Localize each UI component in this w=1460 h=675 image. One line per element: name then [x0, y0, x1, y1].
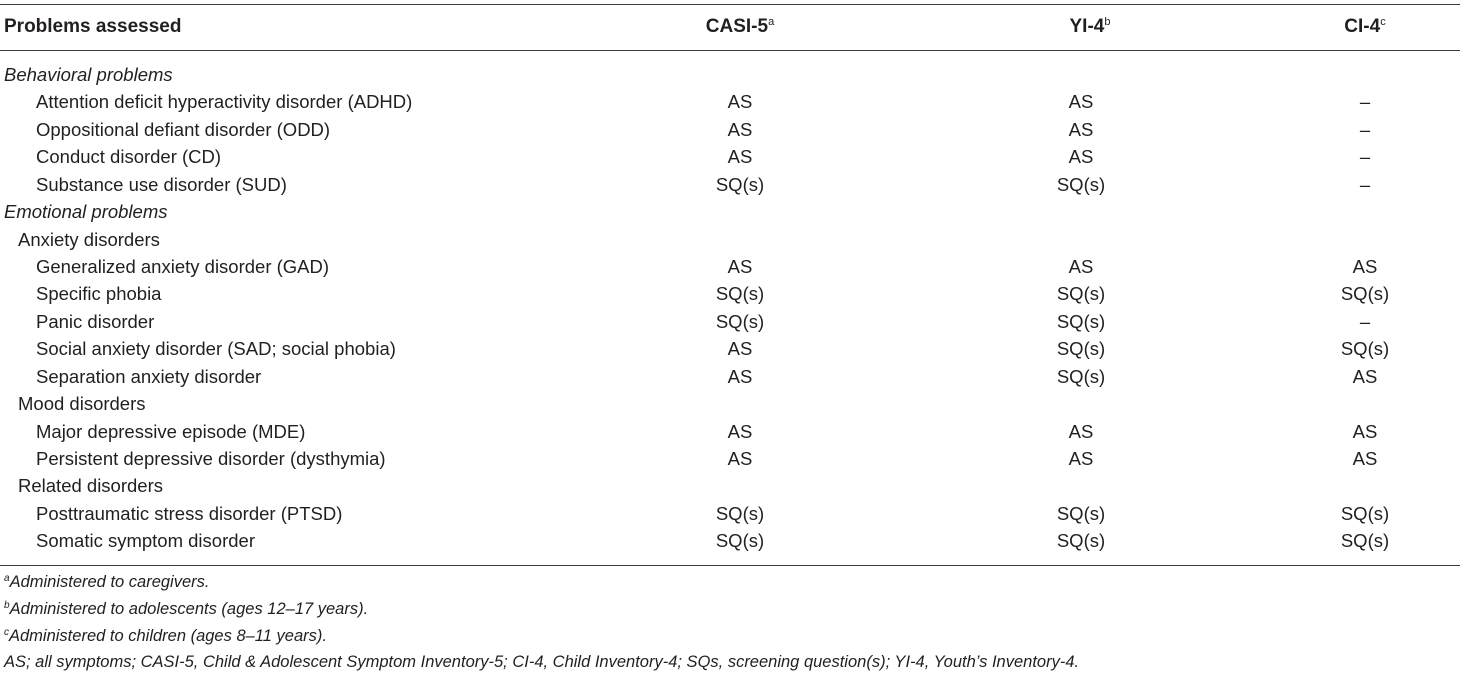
row-label: Social anxiety disorder (SAD; social phobia) [36, 338, 396, 360]
yi4-cell: SQ(s) [1056, 502, 1106, 524]
table-row [0, 61, 1460, 88]
row-label: Panic disorder [36, 310, 155, 332]
header-ci4-note-mark: c [1380, 16, 1386, 28]
ci4-cell: AS [1352, 365, 1378, 387]
header-yi4-label: YI-4 [1069, 16, 1105, 37]
table-row [0, 335, 1460, 362]
row-label: Anxiety disorders [18, 228, 160, 250]
ci4-cell: AS [1352, 420, 1378, 442]
yi4-cell: SQ(s) [1056, 365, 1106, 387]
header-ci4-label: CI-4 [1344, 16, 1381, 37]
ci4-cell: AS [1352, 448, 1378, 470]
row-label: Substance use disorder (SUD) [36, 173, 287, 195]
row-label: Attention deficit hyperactivity disorder (ADHD) [36, 91, 413, 113]
casi5-cell: AS [727, 146, 753, 168]
table-row [0, 472, 1460, 499]
table-row [0, 171, 1460, 198]
yi4-cell: AS [1068, 420, 1094, 442]
row-label: Behavioral problems [4, 64, 173, 85]
row-label: Oppositional defiant disorder (ODD) [36, 118, 331, 140]
footnote-c-mark: c [4, 627, 9, 638]
casi5-cell: AS [727, 91, 753, 113]
ci4-cell: SQ(s) [1340, 530, 1390, 552]
yi4-cell: SQ(s) [1056, 310, 1106, 332]
row-label: Specific phobia [36, 283, 162, 305]
ci4-cell: – [1359, 91, 1371, 113]
footnote-a [4, 569, 209, 595]
yi4-cell: SQ(s) [1056, 530, 1106, 552]
yi4-cell: SQ(s) [1056, 173, 1106, 195]
footnote-b [4, 596, 368, 622]
ci4-cell: – [1359, 146, 1371, 168]
table-row [0, 363, 1460, 390]
yi4-cell: AS [1068, 448, 1094, 470]
yi4-cell: AS [1068, 146, 1094, 168]
table-row [0, 143, 1460, 170]
row-label: Posttraumatic stress disorder (PTSD) [36, 502, 343, 524]
table-row [0, 88, 1460, 115]
footnote-c [4, 623, 327, 649]
casi5-cell: SQ(s) [715, 310, 765, 332]
row-label: Major depressive episode (MDE) [36, 420, 306, 442]
table-bottom-rule [0, 565, 1460, 566]
footnote-abbreviations: AS; all symptoms; CASI-5, Child & Adolescent Symptom Inventory-5; CI-4, Child Inventory-4; SQs, screening question(s); YI-4, Youth’s Inventory-4. [4, 653, 1080, 671]
table-row [0, 500, 1460, 527]
ci4-cell: AS [1352, 256, 1378, 277]
ci4-cell: SQ(s) [1340, 283, 1390, 305]
footnote-b-mark: b [4, 600, 10, 611]
footnote-a-text: Administered to caregivers. [9, 573, 210, 591]
row-label: Conduct disorder (CD) [36, 146, 222, 168]
footnote-c-text: Administered to children (ages 8–11 years). [9, 627, 327, 645]
yi4-cell: AS [1068, 118, 1094, 140]
casi5-cell: AS [727, 420, 753, 442]
casi5-cell: AS [727, 448, 753, 470]
row-label: Mood disorders [18, 393, 146, 415]
casi5-cell: SQ(s) [715, 530, 765, 552]
table-row [0, 253, 1460, 280]
header-problems-assessed: Problems assessed [4, 16, 182, 37]
casi5-cell: AS [727, 118, 753, 140]
table-row [0, 418, 1460, 445]
header-casi5-label: CASI-5 [705, 16, 769, 37]
casi5-cell: AS [727, 256, 753, 277]
yi4-cell: SQ(s) [1056, 338, 1106, 360]
casi5-cell: SQ(s) [715, 502, 765, 524]
yi4-cell: AS [1068, 256, 1094, 277]
table-row [0, 198, 1460, 225]
yi4-cell: AS [1068, 91, 1094, 113]
header-ci4 [1325, 13, 1405, 41]
casi5-cell: AS [727, 365, 753, 387]
row-label: Generalized anxiety disorder (GAD) [36, 256, 330, 277]
casi5-cell: SQ(s) [715, 283, 765, 305]
ci4-cell: – [1359, 118, 1371, 140]
header-yi4-note-mark: b [1104, 16, 1111, 28]
footnote-b-text: Administered to adolescents (ages 12–17 years). [9, 600, 369, 618]
table-row [0, 226, 1460, 253]
ci4-cell: SQ(s) [1340, 338, 1390, 360]
row-label: Related disorders [18, 475, 163, 497]
footnote-a-mark: a [4, 573, 10, 584]
header-bottom-rule [0, 50, 1460, 51]
row-label: Persistent depressive disorder (dysthymia) [36, 448, 386, 470]
table-row [0, 280, 1460, 307]
header-casi5-note-mark: a [768, 16, 775, 28]
ci4-cell: – [1359, 173, 1371, 195]
table-row [0, 308, 1460, 335]
casi5-cell: SQ(s) [715, 173, 765, 195]
row-label: Somatic symptom disorder [36, 530, 255, 552]
ci4-cell: – [1359, 310, 1371, 332]
row-label: Separation anxiety disorder [36, 365, 262, 387]
table-row [0, 445, 1460, 472]
table-top-rule [0, 4, 1460, 5]
table-row [0, 390, 1460, 417]
row-label: Emotional problems [4, 201, 168, 223]
yi4-cell: SQ(s) [1056, 283, 1106, 305]
header-yi4 [1040, 13, 1140, 41]
ci4-cell: SQ(s) [1340, 502, 1390, 524]
casi5-cell: AS [727, 338, 753, 360]
table-row [0, 116, 1460, 143]
header-casi5 [690, 13, 790, 41]
table-row [0, 527, 1460, 554]
